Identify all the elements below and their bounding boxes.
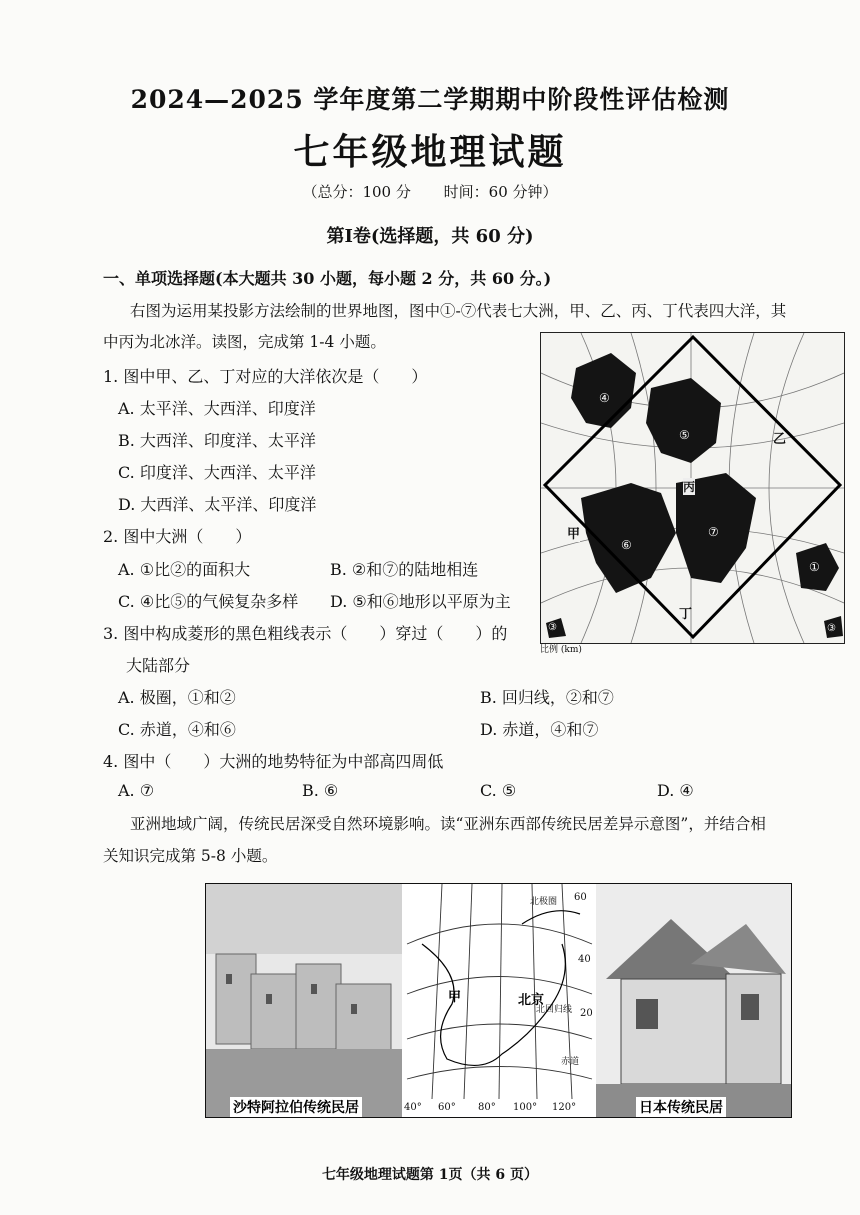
question-3-stem-continued: 大陆部分 bbox=[126, 656, 191, 675]
question-4-stem: 4. 图中（ ）大洲的地势特征为中部高四周低 bbox=[103, 752, 444, 771]
passage2-line2: 关知识完成第 5-8 小题。 bbox=[103, 847, 278, 865]
question-1-stem: 1. 图中甲、乙、丁对应的大洋依次是（ ） bbox=[103, 367, 428, 386]
exam-meta bbox=[0, 181, 860, 202]
question-4-option-b[interactable]: B. ⑥ bbox=[302, 781, 339, 800]
map-label-arctic-circle: 北极圈 bbox=[530, 897, 558, 907]
question-1-option-c[interactable]: C. 印度洋、大西洋、太平洋 bbox=[118, 463, 316, 482]
map-scale-note: 比例 (km) bbox=[540, 645, 582, 655]
map-label-tropic-cancer: 北回归线 bbox=[536, 1005, 573, 1015]
ocean-jia-label: 甲 bbox=[567, 523, 580, 542]
continent-4-label: ④ bbox=[599, 391, 610, 405]
question-4-option-c[interactable]: C. ⑤ bbox=[480, 781, 517, 800]
saudi-dwelling-caption: 沙特阿拉伯传统民居 bbox=[230, 1097, 362, 1117]
continent-3-label-right: ③ bbox=[827, 623, 836, 634]
saudi-dwelling-photo bbox=[206, 884, 402, 1117]
passage1-line2: 中丙为北冰洋。读图，完成第 1-4 小题。 bbox=[103, 333, 386, 351]
question-2-option-b[interactable]: B. ②和⑦的陆地相连 bbox=[330, 560, 479, 579]
question-3-option-b[interactable]: B. 回归线，②和⑦ bbox=[480, 688, 614, 707]
map-label-beijing: 北京 bbox=[518, 993, 545, 1008]
section-title: 一、单项选择题(本大题共 30 小题，每小题 2 分，共 60 分。) bbox=[103, 269, 552, 288]
map-label-jia: 甲 bbox=[448, 990, 462, 1005]
total-score: （总分：100 分 bbox=[302, 183, 411, 201]
passage2-line1: 亚洲地域广阔，传统民居深受自然环境影响。读“亚洲东西部传统民居差异示意图”，并结合相 bbox=[130, 815, 766, 833]
question-1-option-d[interactable]: D. 大西洋、太平洋、印度洋 bbox=[118, 495, 317, 514]
question-3-option-d[interactable]: D. 赤道，④和⑦ bbox=[480, 720, 599, 739]
question-3-option-c[interactable]: C. 赤道，④和⑥ bbox=[118, 720, 236, 739]
question-4-option-d[interactable]: D. ④ bbox=[657, 781, 694, 800]
ocean-yi-label: 乙 bbox=[773, 432, 787, 447]
question-4-option-a[interactable]: A. ⑦ bbox=[118, 781, 155, 800]
continent-7-label: ⑦ bbox=[708, 525, 719, 539]
time-limit: 时间：60 分钟） bbox=[443, 183, 558, 201]
page-footer: 七年级地理试题第 1页（共 6 页） bbox=[321, 1167, 539, 1183]
passage1-line1: 右图为运用某投影方法绘制的世界地图，图中①-⑦代表七大洲，甲、乙、丙、丁代表四大洋，其 bbox=[130, 302, 787, 320]
lon-tick-40: 40° bbox=[404, 1102, 422, 1113]
part-title: 第Ⅰ卷(选择题，共 60 分) bbox=[326, 226, 534, 247]
japan-dwelling-caption: 日本传统民居 bbox=[636, 1097, 726, 1117]
question-2-stem: 2. 图中大洲（ ） bbox=[103, 527, 252, 546]
world-map-figure bbox=[540, 332, 845, 644]
continent-1-label: ① bbox=[809, 560, 820, 574]
map-label-equator: 赤道 bbox=[561, 1057, 580, 1067]
question-2-option-a[interactable]: A. ①比②的面积大 bbox=[118, 560, 251, 579]
lon-tick-100: 100° bbox=[513, 1102, 538, 1113]
lon-tick-120: 120° bbox=[552, 1102, 577, 1113]
japan-dwelling-photo bbox=[596, 884, 791, 1117]
lat-tick-40: 40 bbox=[578, 954, 591, 965]
asia-map bbox=[402, 884, 596, 1117]
continent-6-label: ⑥ bbox=[621, 538, 632, 552]
ocean-bing-label: 丙 bbox=[683, 480, 696, 494]
continent-3-label-left: ③ bbox=[548, 622, 557, 633]
lat-tick-60: 60 bbox=[574, 892, 587, 903]
exam-header-line1: 2024—2025 学年度第二学期期中阶段性评估检测 bbox=[130, 85, 730, 114]
question-1-option-a[interactable]: A. 太平洋、大西洋、印度洋 bbox=[118, 399, 316, 418]
question-2-option-d[interactable]: D. ⑤和⑥地形以平原为主 bbox=[330, 592, 511, 611]
lon-tick-60: 60° bbox=[438, 1102, 456, 1113]
question-1-option-b[interactable]: B. 大西洋、印度洋、太平洋 bbox=[118, 431, 316, 450]
question-3-option-a[interactable]: A. 极圈，①和② bbox=[118, 688, 236, 707]
continent-5-label: ⑤ bbox=[679, 428, 690, 442]
question-3-stem: 3. 图中构成菱形的黑色粗线表示（ ）穿过（ ）的 bbox=[103, 624, 508, 643]
lat-tick-20: 20 bbox=[580, 1008, 593, 1019]
question-2-option-c[interactable]: C. ④比⑤的气候复杂多样 bbox=[118, 592, 299, 611]
exam-title: 七年级地理试题 bbox=[293, 131, 567, 173]
dwellings-figure bbox=[205, 883, 792, 1118]
ocean-ding-label: 丁 bbox=[679, 607, 693, 622]
lon-tick-80: 80° bbox=[478, 1102, 496, 1113]
